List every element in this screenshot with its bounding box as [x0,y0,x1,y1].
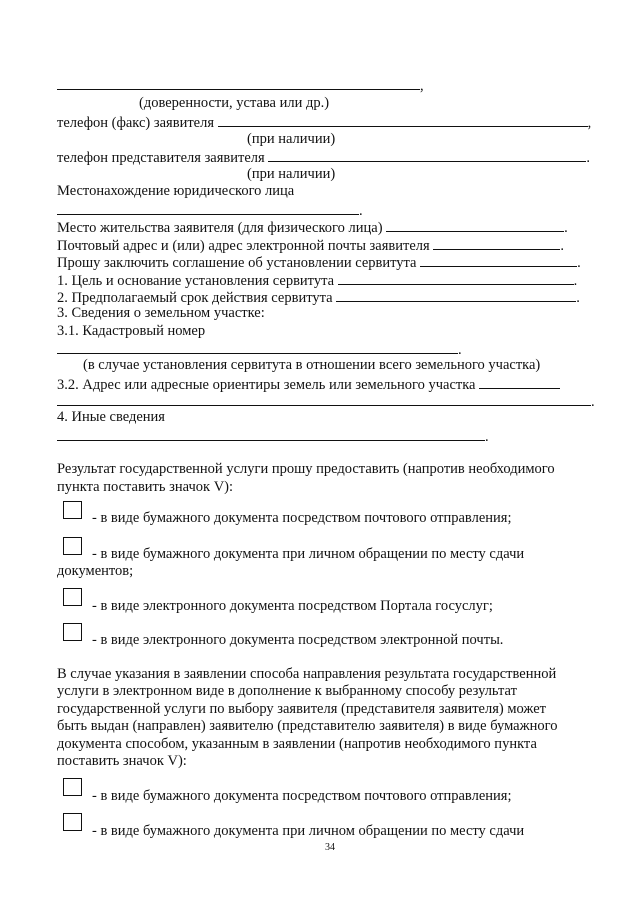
result-paragraph-line-2: пункта поставить значок V): [57,479,234,495]
checkbox-paper-personal-2[interactable] [63,813,82,831]
hint-whole-plot: (в случае установления сервитута в отношении всего земельного участка) [83,357,541,373]
phone-applicant-label: телефон (факс) заявителя [57,115,215,131]
checkbox-paper-post[interactable] [63,501,82,519]
legal-address-field[interactable] [57,201,359,215]
other-info-row: . [57,427,489,446]
postal-address-field[interactable] [433,236,560,250]
option-paper-personal-cont: документов; [57,563,134,579]
phone-representative-field[interactable] [268,148,586,162]
checkbox-paper-post-2[interactable] [63,778,82,796]
option-paper-post: - в виде бумажного документа посредством почтового отправления; [92,510,512,526]
land-address-label: 3.2. Адрес или адресные ориентиры земель или земельного участка [57,377,476,393]
postal-address-label: Почтовый адрес и (или) адрес электронной почты заявителя [57,238,430,254]
land-info-heading: 3. Сведения о земельном участке: [57,305,265,321]
phone-applicant-row: телефон (факс) заявителя , [57,115,592,131]
purpose-field[interactable] [338,271,574,285]
cadastral-number-row: . [57,340,462,359]
checkbox-paper-personal[interactable] [63,537,82,555]
electronic-paragraph-line-5: документа способом, указанным в заявлении (напротив необходимого пункта [57,736,537,752]
option-electronic-email: - в виде электронного документа посредством электронной почты. [92,632,504,648]
purpose-label: 1. Цель и основание установления сервитута [57,273,335,289]
postal-address-row: Почтовый адрес и (или) адрес электронной почты заявителя . [57,238,564,254]
electronic-paragraph-line-2: услуги в электронном виде в дополнение к выбранному способу результат [57,683,517,699]
electronic-paragraph-line-6: поставить значок V): [57,753,187,769]
checkbox-electronic-email[interactable] [63,623,82,641]
phone-representative-row: телефон представителя заявителя . [57,150,590,166]
agreement-label: Прошу заключить соглашение об установлении сервитута [57,255,417,271]
checkbox-electronic-portal[interactable] [63,588,82,606]
result-paragraph-line-1: Результат государственной услуги прошу предоставить (напротив необходимого [57,461,555,477]
hint-document-type: (доверенности, устава или др.) [139,95,330,111]
electronic-paragraph-line-4: быть выдан (направлен) заявителю (представителю заявителя) в виде бумажного [57,718,558,734]
land-address-field-2[interactable] [57,392,591,406]
hint-if-available-1: (при наличии) [247,131,336,147]
land-address-row-2: . [57,392,595,411]
page-number: 34 [325,842,335,853]
blank-line-1: , [57,76,424,95]
option-electronic-portal: - в виде электронного документа посредством Портала госуслуг; [92,598,493,614]
residence-row: Место жительства заявителя (для физического лица) . [57,220,568,236]
term-label: 2. Предполагаемый срок действия сервитута [57,290,333,306]
option-paper-personal: - в виде бумажного документа при личном обращении по месту сдачи [92,546,525,562]
electronic-paragraph-line-3: государственной услуги по выбору заявителя (представителя заявителя) может [57,701,546,717]
term-row: 2. Предполагаемый срок действия сервитута . [57,290,580,306]
cadastral-number-label: 3.1. Кадастровый номер [57,323,206,339]
phone-applicant-field[interactable] [218,113,588,127]
legal-address-label: Местонахождение юридического лица [57,183,295,199]
other-info-label: 4. Иные сведения [57,409,165,425]
other-info-field[interactable] [57,427,485,441]
option-paper-post-2: - в виде бумажного документа посредством почтового отправления; [92,788,512,804]
electronic-paragraph-line-1: В случае указания в заявлении способа направления результата государственной [57,666,557,682]
cadastral-number-field[interactable] [57,340,458,354]
purpose-row: 1. Цель и основание установления сервитута . [57,273,578,289]
land-address-field[interactable] [479,375,560,389]
residence-field[interactable] [386,218,564,232]
residence-label: Место жительства заявителя (для физического лица) [57,220,383,236]
hint-if-available-2: (при наличии) [247,166,336,182]
phone-representative-label: телефон представителя заявителя [57,150,265,166]
agreement-row: Прошу заключить соглашение об установлении сервитута . [57,255,581,271]
legal-address-row: . [57,201,363,220]
option-paper-personal-2: - в виде бумажного документа при личном обращении по месту сдачи [92,823,525,839]
agreement-field[interactable] [420,253,577,267]
term-field[interactable] [336,288,576,302]
